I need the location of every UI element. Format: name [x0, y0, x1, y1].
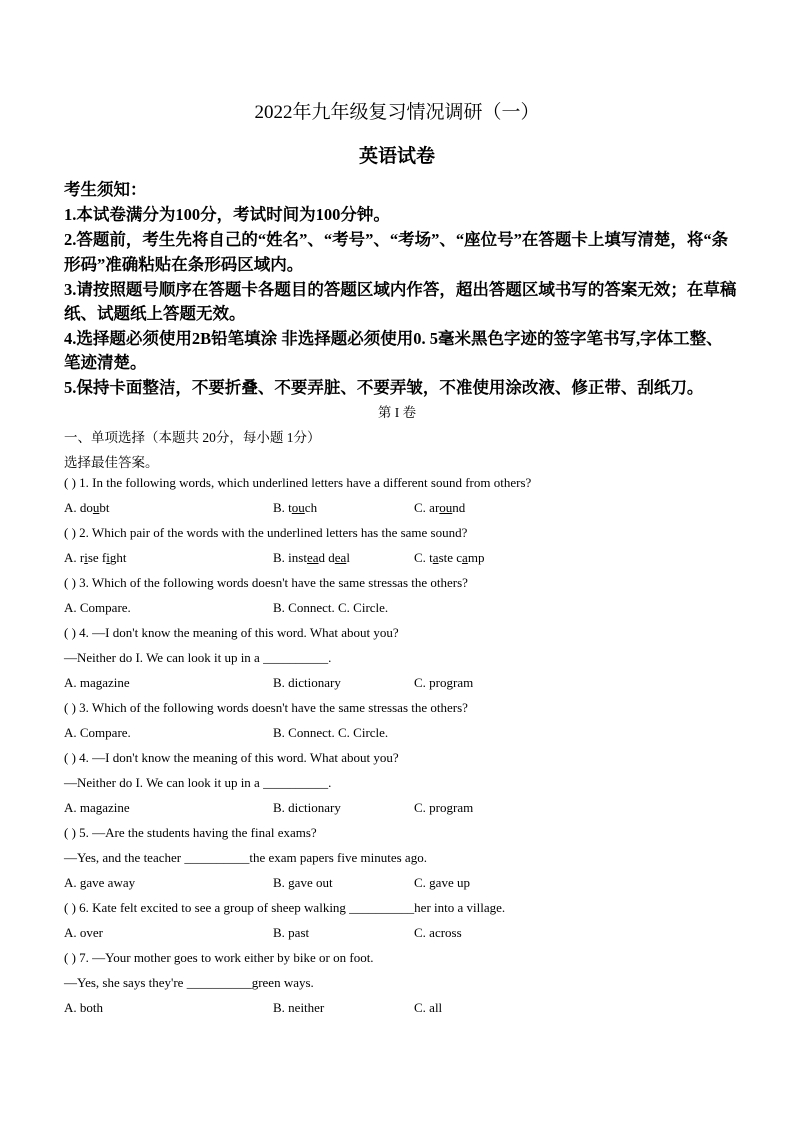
option-text: B. Connect. C. Circle.	[273, 725, 389, 740]
notice-line: 2.答题前，考生先将自己的“姓名”、“考号”、“考场”、“座位号”在答题卡上填写清楚，将“条	[64, 230, 729, 249]
answer-option	[64, 675, 130, 691]
underlined-letters: ea	[306, 550, 319, 565]
option-text: A. Compare.	[64, 725, 131, 740]
option-text: se f	[87, 550, 107, 565]
part-title: 一、单项选择（本题共 20分，每小题 1分）	[64, 430, 321, 445]
question-continuation: —Yes, and the teacher __________the exam papers five minutes ago.	[64, 850, 427, 865]
option-text: B. past	[273, 925, 310, 940]
option-text: C. t	[414, 550, 433, 565]
option-text: mp	[467, 550, 485, 565]
question-continuation: —Yes, she says they're __________green ways.	[64, 975, 314, 990]
answer-option	[273, 675, 341, 691]
option-text: A. r	[64, 550, 85, 565]
notice-line: 纸、试题纸上答题无效。	[64, 304, 246, 323]
option-text: C. across	[414, 925, 462, 940]
notice-line: 1.本试卷满分为100分，考试时间为100分钟。	[64, 205, 390, 224]
option-text: B. inst	[273, 550, 307, 565]
option-text: ch	[304, 500, 318, 515]
question-stem: ( ) 7. —Your mother goes to work either by bike or on foot.	[64, 950, 374, 965]
question-stem: ( ) 6. Kate felt excited to see a group of sheep walking __________her into a village.	[64, 900, 506, 915]
question-continuation: —Neither do I. We can look it up in a __________.	[64, 775, 332, 790]
notice-line: 形码”准确粘贴在条形码区域内。	[64, 255, 304, 274]
underlined-letters: ou	[439, 500, 453, 515]
underlined-letters: a	[462, 550, 468, 565]
answer-option	[64, 875, 135, 891]
option-text: C. program	[414, 800, 474, 815]
option-text: A. magazine	[64, 675, 130, 690]
notice-line: 笔迹清楚。	[64, 353, 147, 372]
option-text: ght	[109, 550, 127, 565]
underlined-letters: i	[106, 550, 110, 565]
answer-option	[414, 925, 462, 941]
answer-option	[414, 675, 473, 691]
answer-option	[64, 1000, 103, 1016]
option-text: C. gave up	[414, 875, 470, 890]
question-stem: ( ) 1. In the following words, which underlined letters have a different sound from others?	[64, 475, 532, 490]
answer-option	[273, 1000, 324, 1016]
option-text: d d	[318, 550, 335, 565]
answer-option	[64, 500, 110, 516]
answer-option	[64, 550, 127, 566]
option-text: l	[346, 550, 350, 565]
answer-option	[273, 725, 388, 741]
underlined-letters: ea	[334, 550, 347, 565]
answer-option	[64, 925, 103, 941]
option-text: bt	[99, 500, 110, 515]
answer-option	[64, 600, 131, 616]
volume-label: 第 I 卷	[377, 405, 417, 420]
notice-line: 4.选择题必须使用2B铅笔填涂 非选择题必须使用0. 5毫米黑色字迹的签字笔书写,字体工整、	[64, 329, 723, 348]
option-text: A. both	[64, 1000, 103, 1015]
question-stem: ( ) 4. —I don't know the meaning of this word. What about you?	[64, 625, 399, 640]
notice-heading: 考生须知：	[64, 180, 147, 199]
notice-line: 3.请按照题号顺序在答题卡各题目的答题区域内作答，超出答题区域书写的答案无效；在草稿	[64, 280, 737, 299]
option-text: C. program	[414, 675, 474, 690]
option-text: A. over	[64, 925, 103, 940]
answer-option	[273, 600, 388, 616]
underlined-letters: u	[92, 500, 100, 515]
underlined-letters: i	[84, 550, 88, 565]
underlined-letters: a	[432, 550, 439, 565]
answer-option	[414, 800, 473, 816]
question-stem: ( ) 3. Which of the following words doesn't have the same stressas the others?	[64, 575, 468, 590]
option-text: ste c	[438, 550, 463, 565]
option-text: B. Connect. C. Circle.	[273, 600, 389, 615]
answer-option	[64, 800, 130, 816]
option-text: B. dictionary	[273, 800, 341, 815]
answer-option	[414, 875, 470, 891]
exam-title: 2022年九年级复习情况调研（一）	[254, 102, 540, 123]
question-continuation: —Neither do I. We can look it up in a __________.	[64, 650, 332, 665]
option-text: C. ar	[414, 500, 440, 515]
answer-option	[414, 550, 484, 566]
option-text: A. do	[64, 500, 93, 515]
option-text: nd	[452, 500, 466, 515]
option-text: A. gave away	[64, 875, 136, 890]
question-stem: ( ) 3. Which of the following words doesn't have the same stressas the others?	[64, 700, 468, 715]
option-text: B. dictionary	[273, 675, 341, 690]
answer-option	[273, 875, 333, 891]
answer-option	[414, 500, 465, 516]
answer-option	[273, 925, 309, 941]
option-text: B. gave out	[273, 875, 333, 890]
answer-option	[273, 500, 317, 516]
option-text: B. neither	[273, 1000, 325, 1015]
exam-subtitle: 英语试卷	[358, 146, 435, 167]
question-stem: ( ) 4. —I don't know the meaning of this word. What about you?	[64, 750, 399, 765]
option-text: A. magazine	[64, 800, 130, 815]
answer-option	[414, 1000, 442, 1016]
underlined-letters: ou	[291, 500, 305, 515]
answer-option	[273, 800, 341, 816]
option-text: C. all	[414, 1000, 443, 1015]
question-stem: ( ) 5. —Are the students having the final exams?	[64, 825, 317, 840]
answer-option	[273, 550, 350, 566]
notice-line: 5.保持卡面整洁，不要折叠、不要弄脏、不要弄皱，不准使用涂改液、修正带、刮纸刀。	[64, 378, 704, 397]
option-text: A. Compare.	[64, 600, 131, 615]
question-stem: ( ) 2. Which pair of the words with the underlined letters has the same sound?	[64, 525, 468, 540]
answer-option	[64, 725, 131, 741]
part-instruction: 选择最佳答案。	[64, 455, 159, 470]
option-text: B. t	[273, 500, 292, 515]
